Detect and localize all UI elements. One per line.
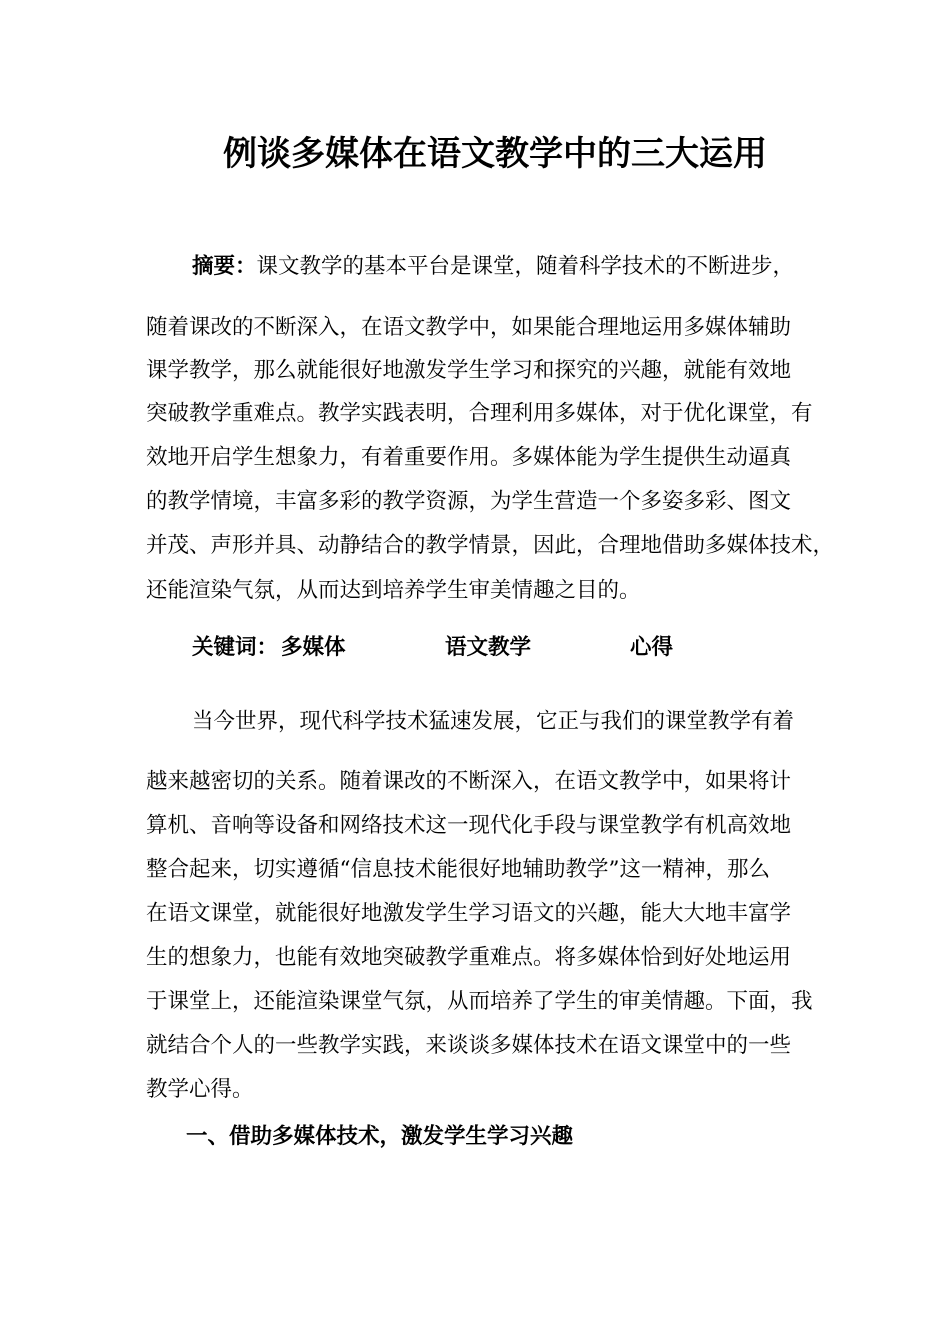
- abstract-label: 摘要：: [192, 254, 257, 279]
- intro-line: 就结合个人的一些教学实践，来谈谈多媒体技术在语文课堂中的一些: [146, 1033, 792, 1058]
- abstract-line: 课学教学，那么就能很好地激发学生学习和探究的兴趣，就能有效地: [146, 358, 792, 383]
- abstract-text: 课文教学的基本平台是课堂，随着科学技术的不断进步，: [256, 254, 795, 279]
- abstract-line: 并茂、声形并具、动静结合的教学情景，因此，合理地借助多媒体技术，: [146, 533, 835, 558]
- keyword-item: 多媒体: [281, 635, 346, 660]
- keyword-item: 语文教学: [445, 635, 532, 660]
- abstract-line: 还能渲染气氛，从而达到培养学生审美情趣之目的。: [146, 578, 641, 603]
- abstract-line: 的教学情境，丰富多彩的教学资源，为学生营造一个多姿多彩、图文: [146, 489, 792, 514]
- abstract-line: 随着课改的不断深入，在语文教学中，如果能合理地运用多媒体辅助: [146, 315, 792, 340]
- intro-line: 整合起来，切实遵循“信息技术能很好地辅助教学”这一精神，那么: [146, 857, 770, 882]
- section-heading: 一、借助多媒体技术，激发学生学习兴趣: [186, 1124, 574, 1149]
- intro-line: 生的想象力，也能有效地突破教学重难点。将多媒体恰到好处地运用: [146, 945, 792, 970]
- abstract-line: 突破教学重难点。教学实践表明，合理利用多媒体，对于优化课堂，有: [146, 401, 813, 426]
- document-title: 例谈多媒体在语文教学中的三大运用: [223, 134, 767, 174]
- keywords-label: 关键词：: [192, 635, 279, 660]
- abstract-first-line: [192, 252, 794, 282]
- intro-first-line: 当今世界，现代科学技术猛速发展，它正与我们的课堂教学有着: [192, 709, 795, 734]
- intro-line: 越来越密切的关系。随着课改的不断深入，在语文教学中，如果将计: [146, 769, 792, 794]
- intro-line: 在语文课堂，就能很好地激发学生学习语文的兴趣，能大大地丰富学: [146, 901, 792, 926]
- keyword-item: 心得: [630, 635, 674, 660]
- abstract-line: 效地开启学生想象力，有着重要作用。多媒体能为学生提供生动逼真: [146, 445, 792, 470]
- intro-line: 教学心得。: [146, 1077, 254, 1102]
- intro-line: 于课堂上，还能渲染课堂气氛，从而培养了学生的审美情趣。下面，我: [146, 989, 813, 1014]
- intro-line: 算机、音响等设备和网络技术这一现代化手段与课堂教学有机高效地: [146, 813, 792, 838]
